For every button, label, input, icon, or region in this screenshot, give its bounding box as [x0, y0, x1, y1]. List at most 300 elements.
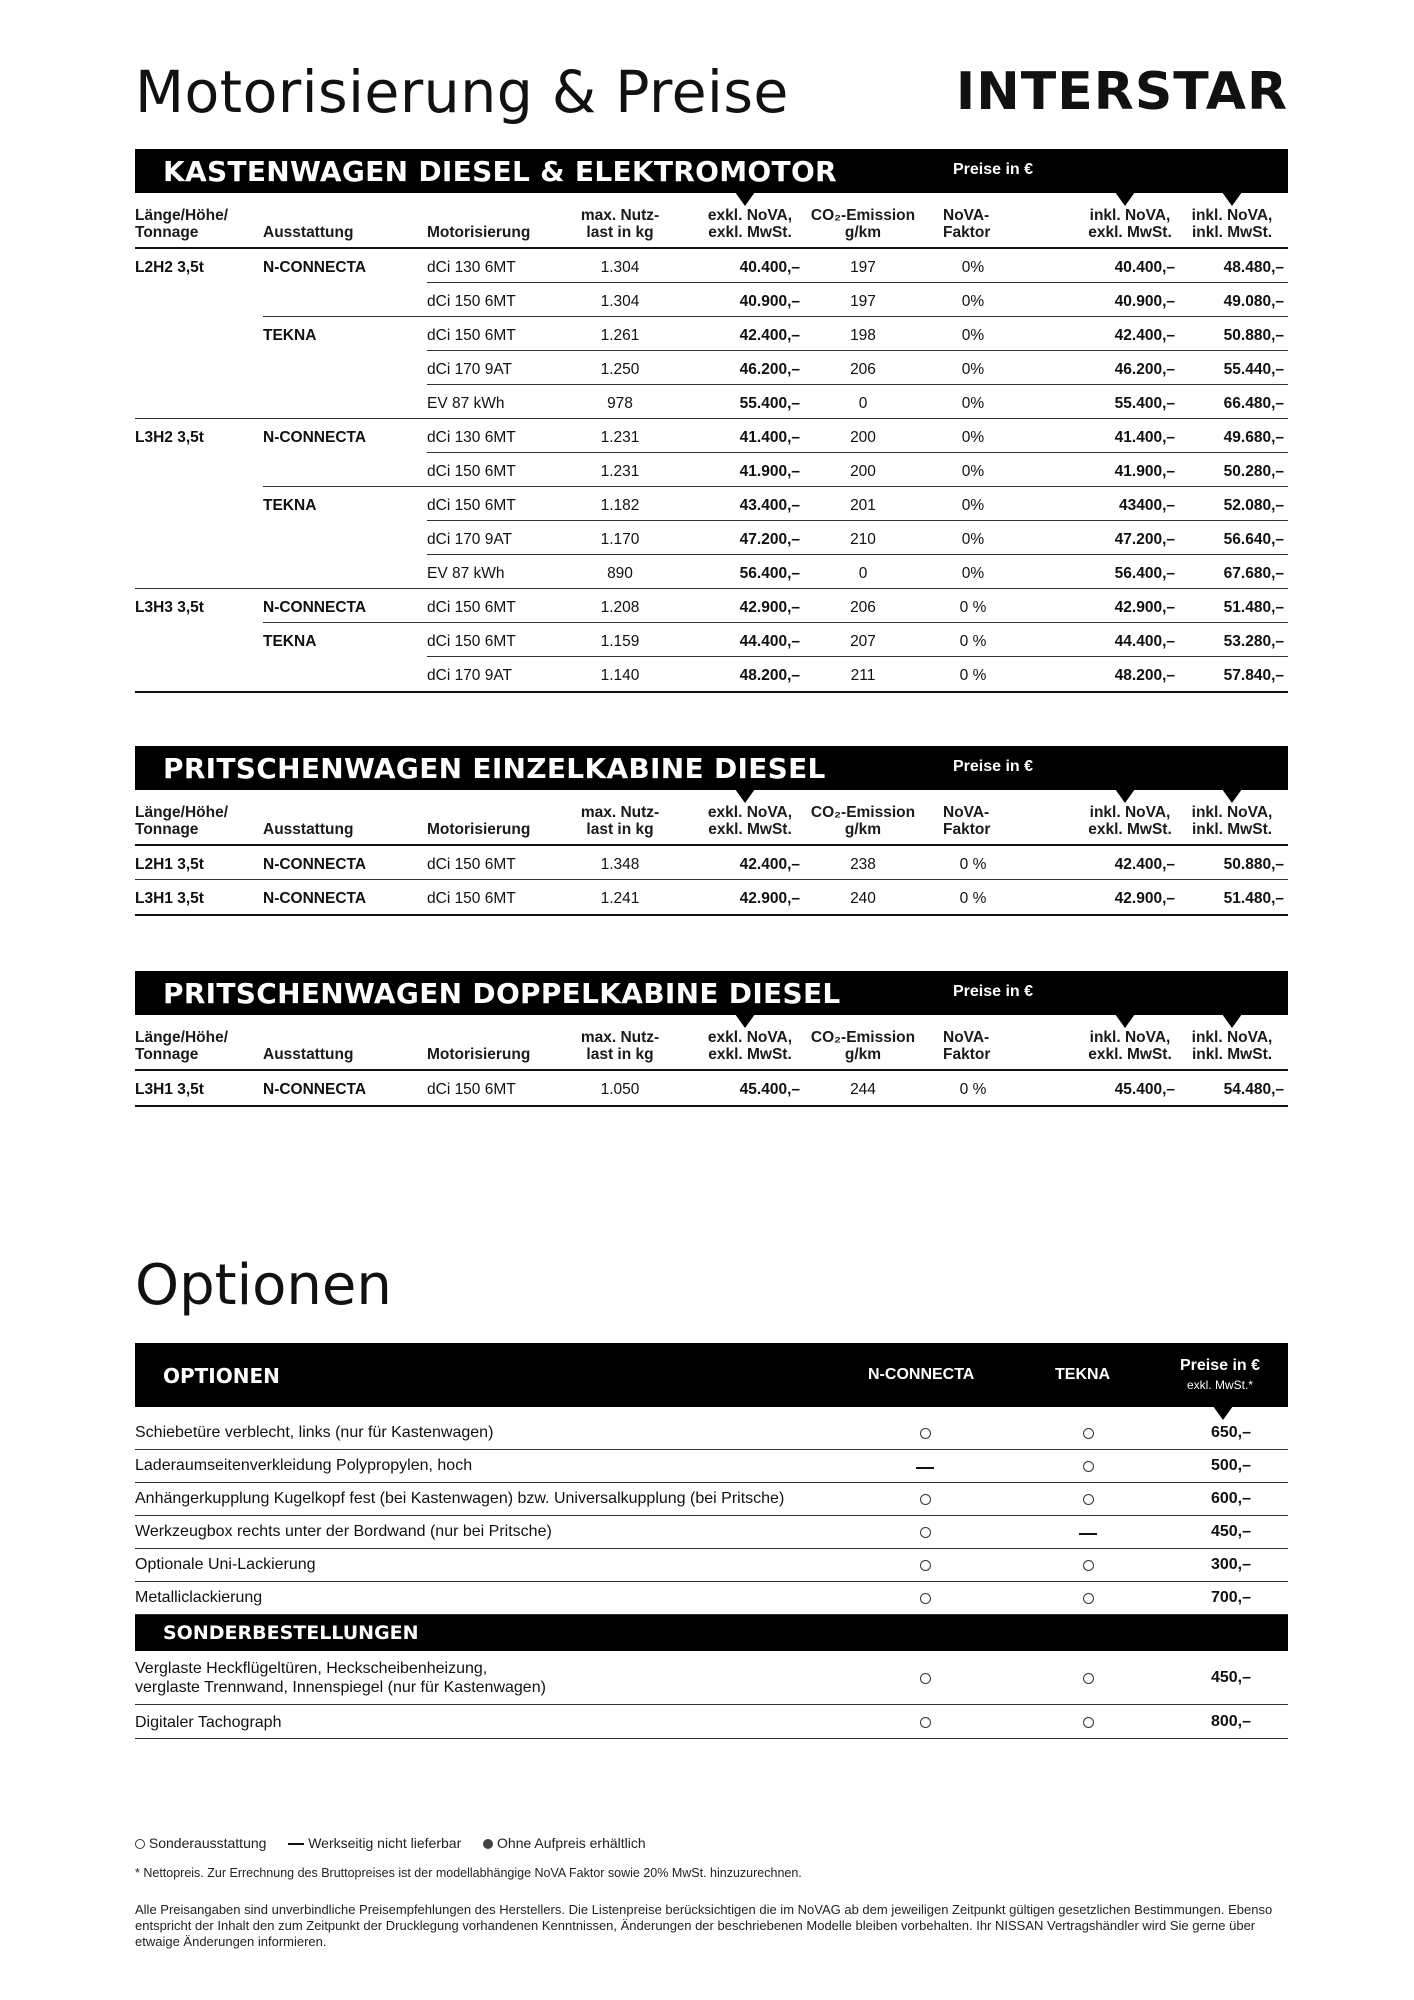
circle-icon	[920, 1717, 931, 1728]
column-header-co2	[803, 1029, 923, 1063]
cell-mot: dCi 130 6MT	[427, 259, 516, 276]
table-row	[135, 317, 1288, 351]
dash-icon	[1079, 1533, 1097, 1535]
special-orders-bar	[135, 1615, 1288, 1651]
cell-nova: 0 %	[959, 890, 987, 907]
section-bottom-rule	[135, 914, 1288, 916]
cell-exkl: 47.200,–	[739, 531, 800, 548]
cell-inkl1: 43400,–	[1118, 497, 1175, 514]
column-header-line: g/km	[844, 821, 882, 838]
option-mark-tekna	[1073, 1671, 1103, 1689]
cell-mot: dCi 150 6MT	[427, 497, 516, 514]
option-price: 500,–	[1210, 1457, 1251, 1474]
option-mark-tekna	[1073, 1525, 1103, 1543]
column-header-line: CO₂-Emission	[810, 207, 916, 224]
column-header-line: exkl. NoVA,	[707, 207, 793, 224]
cell-nova: 0 %	[959, 599, 987, 616]
circle-icon	[920, 1494, 931, 1505]
column-header-line: Länge/Höhe/	[135, 804, 229, 821]
column-header-line: Ausstattung	[263, 821, 354, 838]
cell-nova: 0%	[961, 327, 985, 344]
cell-inkl2: 53.280,–	[1223, 633, 1284, 650]
column-header-exkl	[690, 804, 810, 838]
column-header-line: Länge/Höhe/	[135, 207, 229, 224]
cell-aus: TEKNA	[263, 497, 317, 514]
circle-icon	[135, 1839, 145, 1849]
column-header-inkl1	[1075, 207, 1185, 241]
column-header-line: CO₂-Emission	[810, 1029, 916, 1046]
cell-exkl: 56.400,–	[739, 565, 800, 582]
page-title: Motorisierung & Preise	[135, 58, 789, 126]
cell-nova: 0 %	[959, 667, 987, 684]
section-price-label: Preise in €	[953, 161, 1034, 178]
column-header-line: inkl. NoVA,	[1089, 207, 1171, 224]
cell-exkl: 55.400,–	[739, 395, 800, 412]
cell-inkl1: 41.400,–	[1114, 429, 1175, 446]
cell-exkl: 45.400,–	[739, 1081, 800, 1098]
cell-mot: dCi 150 6MT	[427, 633, 516, 650]
cell-nutz: 1.231	[600, 463, 640, 480]
option-row	[135, 1483, 1288, 1516]
cell-nutz: 978	[607, 395, 633, 412]
cell-exkl: 44.400,–	[739, 633, 800, 650]
column-header-line: inkl. NoVA,	[1089, 804, 1171, 821]
column-header-line: exkl. MwSt.	[1088, 224, 1172, 241]
cell-len: L3H2 3,5t	[135, 429, 204, 446]
column-header-row	[135, 193, 1288, 249]
circle-icon	[1083, 1673, 1094, 1684]
legend-dash-label: Werkseitig nicht lieferbar	[308, 1835, 462, 1851]
table-row	[135, 283, 1288, 317]
cell-nova: 0 %	[959, 856, 987, 873]
section-bottom-rule	[135, 1105, 1288, 1107]
cell-co2: 0	[858, 565, 868, 582]
cell-inkl1: 42.900,–	[1114, 599, 1175, 616]
option-mark-tekna	[1073, 1426, 1103, 1444]
column-header-inkl1	[1075, 804, 1185, 838]
table-row	[135, 1071, 1288, 1105]
section-header-bar	[135, 746, 1288, 790]
cell-inkl2: 67.680,–	[1223, 565, 1284, 582]
column-header-line: NoVA-	[943, 1029, 990, 1046]
circle-icon	[920, 1673, 931, 1684]
cell-len: L3H3 3,5t	[135, 599, 204, 616]
cell-nova: 0 %	[959, 1081, 987, 1098]
column-header-line: NoVA-	[943, 207, 990, 224]
cell-inkl2: 56.640,–	[1223, 531, 1284, 548]
column-header-mot	[427, 224, 530, 241]
column-header-line: last in kg	[586, 224, 654, 241]
column-header-aus	[263, 224, 353, 241]
option-mark-tekna	[1073, 1492, 1103, 1510]
cell-mot: dCi 150 6MT	[427, 599, 516, 616]
cell-nutz: 1.208	[600, 599, 640, 616]
cell-nutz: 1.050	[600, 1081, 640, 1098]
cell-inkl2: 49.680,–	[1223, 429, 1284, 446]
table-row	[135, 453, 1288, 487]
cell-mot: dCi 150 6MT	[427, 463, 516, 480]
section-header-bar	[135, 971, 1288, 1015]
column-header-line: inkl. MwSt.	[1191, 821, 1273, 838]
cell-co2: 210	[850, 531, 876, 548]
options-table	[135, 1343, 1288, 1739]
table-row	[135, 351, 1288, 385]
cell-aus: TEKNA	[263, 633, 317, 650]
column-header-aus	[263, 821, 353, 838]
legend-dot-label: Ohne Aufpreis erhältlich	[497, 1835, 646, 1851]
column-header-nutz	[565, 804, 675, 838]
cell-inkl1: 40.400,–	[1114, 259, 1175, 276]
section-price-label: Preise in €	[953, 983, 1034, 1000]
circle-icon	[920, 1593, 931, 1604]
option-mark-nconnecta	[910, 1591, 940, 1609]
cell-nutz: 1.182	[600, 497, 640, 514]
cell-inkl2: 51.480,–	[1223, 890, 1284, 907]
cell-mot: dCi 170 9AT	[427, 361, 513, 378]
cell-co2: 198	[850, 327, 876, 344]
cell-exkl: 43.400,–	[739, 497, 800, 514]
column-header-line: last in kg	[586, 821, 654, 838]
cell-co2: 240	[850, 890, 876, 907]
cell-co2: 197	[850, 259, 876, 276]
section-pritsche-einzelkabine	[135, 746, 1288, 916]
cell-nova: 0%	[961, 463, 985, 480]
section-kastenwagen	[135, 149, 1288, 693]
column-header-inkl2	[1178, 207, 1286, 241]
cell-co2: 206	[850, 599, 876, 616]
column-header-len	[135, 207, 228, 241]
options-title: Optionen	[135, 1253, 392, 1318]
legend	[135, 1835, 664, 1851]
option-mark-tekna	[1073, 1715, 1103, 1733]
cell-aus: N-CONNECTA	[263, 1081, 367, 1098]
option-label: Optionale Uni-Lackierung	[135, 1556, 316, 1573]
cell-co2: 206	[850, 361, 876, 378]
cell-inkl1: 44.400,–	[1114, 633, 1175, 650]
cell-inkl1: 40.900,–	[1114, 293, 1175, 310]
table-row	[135, 589, 1288, 623]
column-header-line: Motorisierung	[427, 821, 531, 838]
options-header-bar	[135, 1343, 1288, 1407]
cell-mot: dCi 170 9AT	[427, 531, 513, 548]
column-header-line: inkl. NoVA,	[1089, 1029, 1171, 1046]
cell-len: L3H1 3,5t	[135, 890, 204, 907]
column-header-row	[135, 790, 1288, 846]
option-label-line: verglaste Trennwand, Innenspiegel (nur für Kastenwagen)	[135, 1679, 546, 1696]
options-header-label: OPTIONEN	[163, 1364, 280, 1388]
option-mark-nconnecta	[910, 1558, 940, 1576]
column-header-len	[135, 804, 228, 838]
cell-len: L2H2 3,5t	[135, 259, 204, 276]
option-price: 700,–	[1210, 1589, 1251, 1606]
option-mark-nconnecta	[910, 1426, 940, 1444]
cell-exkl: 41.400,–	[739, 429, 800, 446]
column-header-exkl	[690, 207, 810, 241]
cell-co2: 211	[850, 667, 876, 684]
cell-nova: 0%	[961, 497, 985, 514]
cell-co2: 238	[850, 856, 876, 873]
brand-logo-text: INTERSTAR	[955, 62, 1288, 122]
column-header-line: NoVA-	[943, 804, 990, 821]
column-header-line: exkl. MwSt.	[708, 1046, 792, 1063]
cell-mot: EV 87 kWh	[427, 395, 505, 412]
option-mark-nconnecta	[910, 1671, 940, 1689]
cell-inkl2: 50.880,–	[1223, 327, 1284, 344]
cell-inkl1: 47.200,–	[1114, 531, 1175, 548]
cell-exkl: 40.400,–	[739, 259, 800, 276]
option-row	[135, 1450, 1288, 1483]
cell-mot: dCi 170 9AT	[427, 667, 513, 684]
column-header-line: g/km	[844, 1046, 882, 1063]
cell-nova: 0 %	[959, 633, 987, 650]
cell-aus: N-CONNECTA	[263, 599, 367, 616]
column-header-co2	[803, 804, 923, 838]
option-row	[135, 1407, 1288, 1450]
section-bottom-rule	[135, 691, 1288, 693]
option-mark-nconnecta	[910, 1492, 940, 1510]
column-header-line: Ausstattung	[263, 224, 354, 241]
dot-icon	[483, 1839, 493, 1849]
cell-nutz: 890	[607, 565, 633, 582]
cell-aus: N-CONNECTA	[263, 856, 367, 873]
cell-co2: 207	[850, 633, 876, 650]
options-col-tekna: TEKNA	[1055, 1366, 1111, 1383]
column-header-line: g/km	[844, 224, 882, 241]
column-header-line: max. Nutz-	[580, 1029, 660, 1046]
option-mark-nconnecta	[910, 1459, 940, 1477]
column-header-line: exkl. NoVA,	[707, 1029, 793, 1046]
column-header-line: Motorisierung	[427, 1046, 531, 1063]
disclaimer: Alle Preisangaben sind unverbindliche Preisempfehlungen des Herstellers. Die Listenpreise berücksichtigen die im NoVAG ab dem jeweiligen Zeitpunkt gültigen gesetzlichen Bestimmungen. Ebenso entspricht der Inhalt den zum Zeitpunkt der Drucklegung vorhandenen Kenntnissen, Änderungen der beschriebenen Modelle bleiben vorbehalten. Ihr NISSAN Vertragshändler wird Sie gerne über etwaige Änderungen informieren.	[135, 1902, 1273, 1949]
option-row	[135, 1582, 1288, 1615]
column-header-line: max. Nutz-	[580, 207, 660, 224]
column-header-line: exkl. MwSt.	[1088, 1046, 1172, 1063]
column-header-nova	[943, 1029, 1003, 1063]
column-header-inkl2	[1178, 1029, 1286, 1063]
table-row	[135, 521, 1288, 555]
cell-inkl1: 41.900,–	[1114, 463, 1175, 480]
cell-nutz: 1.250	[600, 361, 640, 378]
column-header-line: inkl. MwSt.	[1191, 1046, 1273, 1063]
column-header-line: exkl. MwSt.	[708, 224, 792, 241]
cell-exkl: 42.900,–	[739, 890, 800, 907]
cell-inkl2: 66.480,–	[1223, 395, 1284, 412]
column-header-line: Faktor	[943, 1046, 991, 1063]
cell-mot: dCi 150 6MT	[427, 293, 516, 310]
cell-mot: dCi 150 6MT	[427, 1081, 516, 1098]
column-header-exkl	[690, 1029, 810, 1063]
table-row	[135, 249, 1288, 283]
cell-nutz: 1.140	[600, 667, 640, 684]
column-header-line: Länge/Höhe/	[135, 1029, 229, 1046]
cell-mot: dCi 150 6MT	[427, 890, 516, 907]
cell-inkl1: 42.900,–	[1114, 890, 1175, 907]
option-label-line: Digitaler Tachograph	[135, 1714, 282, 1731]
column-header-line: Ausstattung	[263, 1046, 354, 1063]
column-header-line: inkl. NoVA,	[1191, 207, 1273, 224]
cell-inkl2: 50.280,–	[1223, 463, 1284, 480]
cell-len: L3H1 3,5t	[135, 1081, 204, 1098]
cell-inkl2: 54.480,–	[1223, 1081, 1284, 1098]
cell-inkl1: 48.200,–	[1114, 667, 1175, 684]
option-label: Laderaumseitenverkleidung Polypropylen, hoch	[135, 1457, 473, 1474]
legend-item-dot	[483, 1835, 646, 1851]
option-price: 800,–	[1210, 1713, 1251, 1730]
column-header-len	[135, 1029, 228, 1063]
column-header-mot	[427, 821, 530, 838]
cell-exkl: 42.400,–	[739, 327, 800, 344]
section-header-bar	[135, 149, 1288, 193]
section-title: PRITSCHENWAGEN EINZELKABINE DIESEL	[163, 752, 826, 785]
circle-icon	[1083, 1494, 1094, 1505]
section-price-label: Preise in €	[953, 758, 1034, 775]
dash-icon	[288, 1843, 304, 1845]
cell-inkl2: 51.480,–	[1223, 599, 1284, 616]
column-header-mot	[427, 1046, 530, 1063]
table-row	[135, 846, 1288, 880]
table-row	[135, 657, 1288, 691]
cell-mot: dCi 150 6MT	[427, 327, 516, 344]
special-orders-title: SONDERBESTELLUNGEN	[163, 1622, 419, 1644]
cell-exkl: 41.900,–	[739, 463, 800, 480]
cell-exkl: 40.900,–	[739, 293, 800, 310]
options-rows	[135, 1407, 1288, 1615]
options-col-nconnecta: N-CONNECTA	[868, 1366, 975, 1383]
column-header-line: inkl. NoVA,	[1191, 804, 1273, 821]
option-row	[135, 1516, 1288, 1549]
table-row	[135, 385, 1288, 419]
circle-icon	[920, 1560, 931, 1571]
table-row	[135, 487, 1288, 521]
legend-item-dash	[288, 1835, 461, 1851]
cell-nutz: 1.159	[600, 633, 640, 650]
cell-mot: dCi 150 6MT	[427, 856, 516, 873]
cell-aus: N-CONNECTA	[263, 429, 367, 446]
option-mark-nconnecta	[910, 1525, 940, 1543]
cell-nutz: 1.170	[600, 531, 640, 548]
column-header-line: Faktor	[943, 224, 991, 241]
cell-inkl2: 48.480,–	[1223, 259, 1284, 276]
option-label: Schiebetüre verblecht, links (nur für Kastenwagen)	[135, 1424, 494, 1441]
cell-nutz: 1.304	[600, 259, 640, 276]
column-header-aus	[263, 1046, 353, 1063]
table-row	[135, 555, 1288, 589]
cell-nova: 0%	[961, 565, 985, 582]
column-header-line: Tonnage	[135, 1046, 199, 1063]
circle-icon	[1083, 1560, 1094, 1571]
column-header-row	[135, 1015, 1288, 1071]
legend-item-circle	[135, 1835, 266, 1851]
table-row	[135, 880, 1288, 914]
column-header-line: Tonnage	[135, 821, 199, 838]
column-header-co2	[803, 207, 923, 241]
cell-aus: N-CONNECTA	[263, 890, 367, 907]
column-header-line: last in kg	[586, 1046, 654, 1063]
option-label-line: Verglaste Heckflügeltüren, Heckscheibenheizung,	[135, 1660, 488, 1677]
option-mark-nconnecta	[910, 1715, 940, 1733]
cell-mot: EV 87 kWh	[427, 565, 505, 582]
cell-nutz: 1.261	[600, 327, 640, 344]
cell-nutz: 1.348	[600, 856, 640, 873]
option-row	[135, 1549, 1288, 1582]
special-orders-rows	[135, 1651, 1288, 1739]
cell-exkl: 42.400,–	[739, 856, 800, 873]
column-header-line: inkl. MwSt.	[1191, 224, 1273, 241]
special-order-row	[135, 1705, 1288, 1739]
cell-nova: 0%	[961, 429, 985, 446]
options-col-price: Preise in €	[1179, 1357, 1261, 1374]
cell-nova: 0%	[961, 361, 985, 378]
special-order-row	[135, 1651, 1288, 1705]
column-header-line: Tonnage	[135, 224, 199, 241]
cell-inkl2: 55.440,–	[1223, 361, 1284, 378]
option-label	[135, 1659, 546, 1697]
cell-co2: 200	[850, 429, 876, 446]
option-mark-tekna	[1073, 1459, 1103, 1477]
section-pritsche-doppelkabine	[135, 971, 1288, 1107]
cell-len: L2H1 3,5t	[135, 856, 204, 873]
option-price: 300,–	[1210, 1556, 1251, 1573]
column-header-inkl1	[1075, 1029, 1185, 1063]
column-header-line: exkl. NoVA,	[707, 804, 793, 821]
cell-inkl2: 57.840,–	[1223, 667, 1284, 684]
column-header-line: exkl. MwSt.	[1088, 821, 1172, 838]
dash-icon	[916, 1467, 934, 1469]
circle-icon	[1083, 1593, 1094, 1604]
cell-co2: 201	[850, 497, 876, 514]
column-header-inkl2	[1178, 804, 1286, 838]
column-header-nova	[943, 804, 1003, 838]
column-header-nova	[943, 207, 1003, 241]
cell-nutz: 1.304	[600, 293, 640, 310]
column-header-line: CO₂-Emission	[810, 804, 916, 821]
cell-exkl: 42.900,–	[739, 599, 800, 616]
circle-icon	[1083, 1717, 1094, 1728]
circle-icon	[920, 1527, 931, 1538]
options-col-price-sub: exkl. MwSt.*	[1186, 1378, 1253, 1392]
column-header-nutz	[565, 207, 675, 241]
column-header-line: max. Nutz-	[580, 804, 660, 821]
cell-co2: 200	[850, 463, 876, 480]
cell-inkl2: 52.080,–	[1223, 497, 1284, 514]
option-label: Anhängerkupplung Kugelkopf fest (bei Kastenwagen) bzw. Universalkupplung (bei Pritsche)	[135, 1490, 785, 1507]
cell-nutz: 1.241	[600, 890, 640, 907]
cell-nutz: 1.231	[600, 429, 640, 446]
table-row	[135, 623, 1288, 657]
section-title: PRITSCHENWAGEN DOPPELKABINE DIESEL	[163, 977, 841, 1010]
column-header-line: Faktor	[943, 821, 991, 838]
cell-inkl1: 42.400,–	[1114, 327, 1175, 344]
option-mark-tekna	[1073, 1558, 1103, 1576]
cell-exkl: 46.200,–	[739, 361, 800, 378]
cell-inkl1: 45.400,–	[1114, 1081, 1175, 1098]
column-header-line: inkl. NoVA,	[1191, 1029, 1273, 1046]
cell-nova: 0%	[961, 395, 985, 412]
section-title: KASTENWAGEN DIESEL & ELEKTROMOTOR	[163, 155, 837, 188]
cell-inkl1: 55.400,–	[1114, 395, 1175, 412]
circle-icon	[1083, 1461, 1094, 1472]
legend-circle-label: Sonderausstattung	[148, 1835, 267, 1851]
option-mark-tekna	[1073, 1591, 1103, 1609]
option-label: Werkzeugbox rechts unter der Bordwand (nur bei Pritsche)	[135, 1523, 552, 1540]
footnote: * Nettopreis. Zur Errechnung des Bruttopreises ist der modellabhängige NoVA Faktor sowie 20% MwSt. hinzuzurechnen.	[135, 1866, 802, 1880]
option-price: 450,–	[1210, 1669, 1251, 1686]
cell-mot: dCi 130 6MT	[427, 429, 516, 446]
cell-inkl2: 49.080,–	[1223, 293, 1284, 310]
cell-nova: 0%	[961, 293, 985, 310]
column-header-line: Motorisierung	[427, 224, 531, 241]
cell-nova: 0%	[961, 531, 985, 548]
